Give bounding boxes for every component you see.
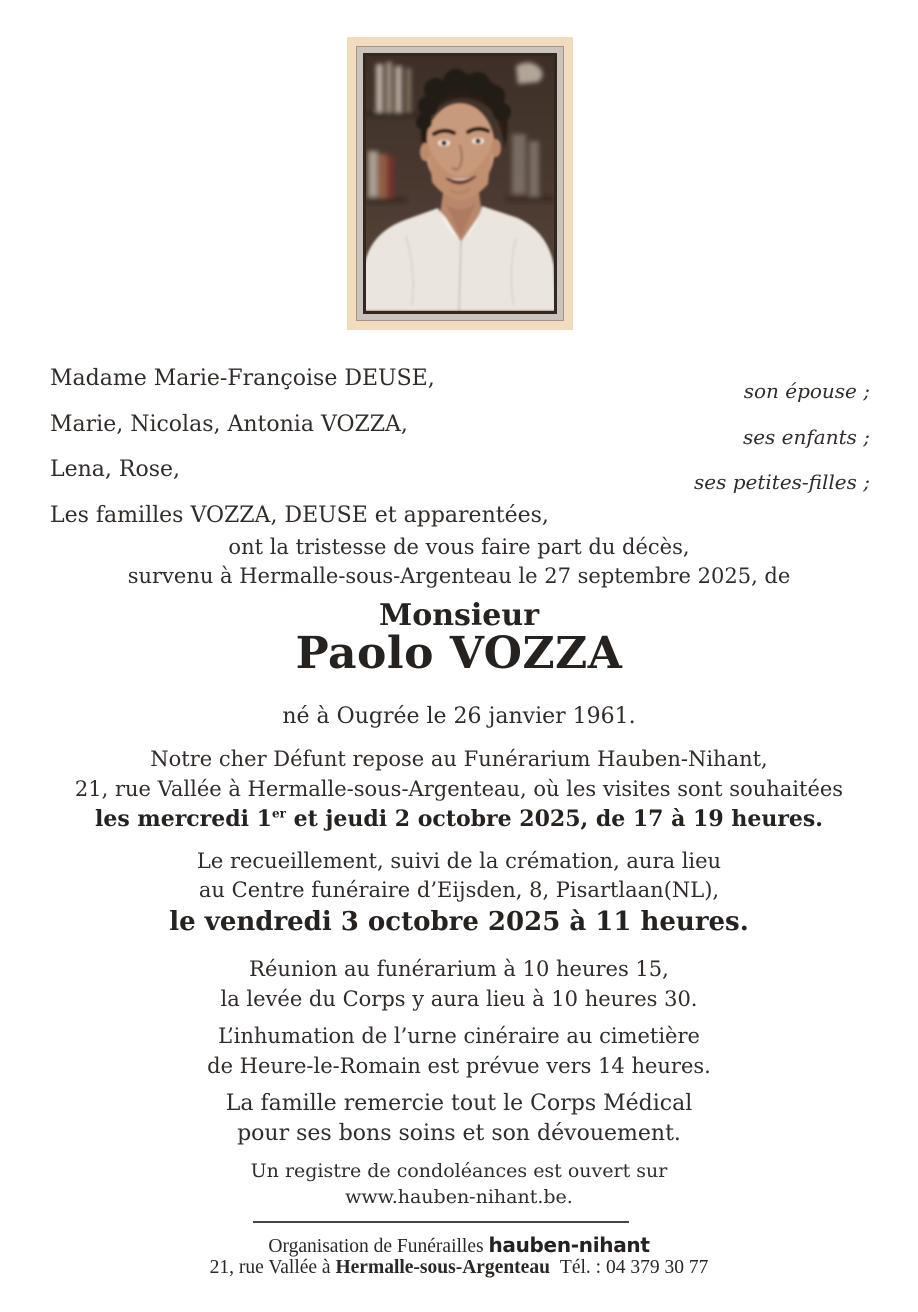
footer-org-label: Organisation de Funérailles (268, 1236, 489, 1257)
relation-label: ses petites-filles ; (693, 470, 870, 494)
family-names-block (50, 356, 549, 538)
relations-block (694, 369, 870, 506)
family-name-line: Marie, Nicolas, Antonia VOZZA, (50, 411, 408, 437)
family-name-line: Les familles VOZZA, DEUSE et apparentées, (50, 502, 549, 528)
family-name-line: Madame Marie-Françoise DEUSE, (50, 366, 435, 391)
announcement-line1: ont la tristesse de vous faire part du décès, (228, 535, 690, 559)
footer-address (0, 1257, 918, 1279)
burial-line1: L’inhumation de l’urne cinéraire au cimetière (218, 1024, 700, 1048)
gathering-line2: la levée du Corps y aura lieu à 10 heures 30. (220, 987, 698, 1011)
cremation-line1: Le recueillement, suivi de la crémation, aura lieu (196, 849, 722, 873)
cremation-text (0, 847, 918, 905)
burial-line2: de Heure-le-Romain est prévue vers 14 heures. (207, 1054, 711, 1078)
repose-line2: 21, rue Vallée à Hermalle-sous-Argenteau, où les visites sont souhaitées (74, 776, 844, 801)
cremation-line2: au Centre funéraire d’Eijsden, 8, Pisartlaan(NL), (198, 878, 720, 902)
repose-line1: Notre cher Défunt repose au Funérarium Hauben-Nihant, (150, 747, 768, 771)
visit-dates-pre: les mercredi 1 (95, 806, 272, 832)
footer-address-pre: 21, rue Vallée à (209, 1257, 336, 1278)
gathering-line1: Réunion au funérarium à 10 heures 15, (249, 957, 669, 981)
funeral-home-logo: hauben-nihant (488, 1233, 650, 1257)
visit-dates-sup: er (271, 806, 286, 821)
thanks-line2: pour ses bons soins et son dévouement. (237, 1121, 681, 1146)
visit-dates (0, 805, 918, 834)
separator-line (253, 1221, 629, 1223)
photo-frame-mat (356, 46, 564, 321)
thanks-text (0, 1089, 918, 1149)
gathering-text (0, 954, 918, 1014)
announcement-text (0, 533, 918, 591)
deceased-name: Paolo VOZZA (295, 628, 623, 679)
portrait-photo-image (366, 56, 554, 311)
condolences-line1: Un registre de condoléances est ouvert sur (250, 1160, 668, 1182)
footer-organisation (0, 1233, 918, 1258)
relation-label: ses enfants ; (742, 424, 870, 449)
thanks-line1: La famille remercie tout le Corps Médical (225, 1091, 693, 1116)
footer-address-city: Hermalle-sous-Argenteau (335, 1257, 550, 1278)
portrait-photo (363, 53, 557, 314)
deceased-birth: né à Ougrée le 26 janvier 1961. (282, 704, 636, 729)
cremation-date: le vendredi 3 octobre 2025 à 11 heures. (169, 907, 749, 937)
burial-text (0, 1021, 918, 1081)
family-name-line: Lena, Rose, (50, 457, 181, 482)
relation-label: son épouse ; (743, 379, 870, 403)
announcement-line2: survenu à Hermalle-sous-Argenteau le 27 septembre 2025, de (127, 564, 791, 588)
footer-phone: Tél. : 04 379 30 77 (559, 1257, 709, 1278)
deceased-title: Monsieur (378, 598, 540, 633)
photo-frame (347, 37, 573, 330)
repose-text (0, 745, 918, 804)
visit-dates-post: et jeudi 2 octobre 2025, de 17 à 19 heures. (285, 806, 823, 832)
condolences-website: www.hauben-nihant.be. (345, 1186, 573, 1208)
condolences-text (0, 1158, 918, 1210)
